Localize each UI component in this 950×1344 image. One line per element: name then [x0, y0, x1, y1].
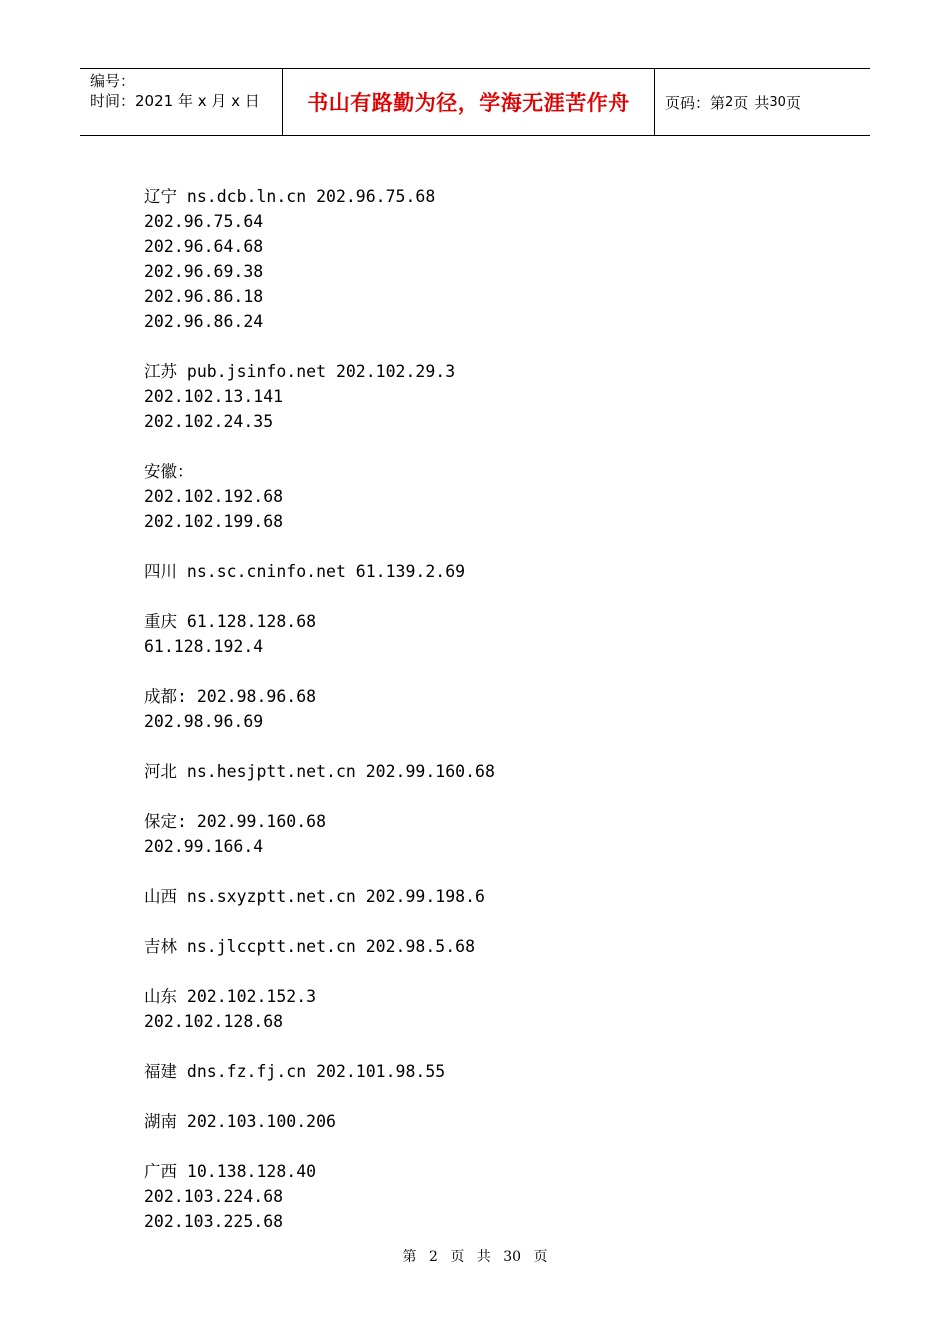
page-footer: [0, 1246, 950, 1266]
document-time-label: 时间：2021 年 x 月 x 日: [90, 92, 260, 110]
entry-spacer: [144, 1034, 844, 1059]
region-entry: [144, 884, 844, 909]
dns-primary: dns.fz.fj.cn 202.101.98.55: [177, 1062, 446, 1081]
footer-total-prefix: 共: [476, 1249, 491, 1265]
dns-primary: 202.103.100.206: [177, 1112, 336, 1131]
dns-ip-address: 202.102.192.68: [144, 487, 284, 506]
region-entry: [144, 1109, 844, 1134]
document-number-label: 编号：: [90, 72, 136, 90]
dns-primary: ns.hesjptt.net.cn 202.99.160.68: [177, 762, 495, 781]
region-name: 福建: [144, 1062, 177, 1081]
footer-prefix: 第: [402, 1249, 417, 1265]
region-entry: [144, 459, 844, 484]
region-name: 湖南: [144, 1112, 177, 1131]
region-entry: [144, 1159, 844, 1184]
page-header: [80, 68, 870, 136]
entry-spacer: [144, 784, 844, 809]
region-entry: [144, 759, 844, 784]
header-page-info: [655, 69, 870, 135]
region-name: 成都: [144, 687, 177, 706]
entry-spacer: [144, 859, 844, 884]
footer-suffix: 页: [533, 1249, 548, 1265]
region-name: 山西: [144, 887, 177, 906]
region-name: 辽宁: [144, 187, 177, 206]
entry-spacer: [144, 659, 844, 684]
entry-spacer: [144, 1084, 844, 1109]
region-name: 安徽：: [144, 462, 194, 481]
header-page-total-prefix: 共: [754, 93, 770, 112]
header-page-prefix: 页码：第: [665, 93, 726, 112]
region-entry: [144, 359, 844, 384]
region-entry: [144, 559, 844, 584]
region-name: 河北: [144, 762, 177, 781]
entry-spacer: [144, 334, 844, 359]
entry-spacer: [144, 959, 844, 984]
dns-ip-address: 202.102.24.35: [144, 412, 274, 431]
region-name: 吉林: [144, 937, 177, 956]
dns-primary: pub.jsinfo.net 202.102.29.3: [177, 362, 456, 381]
region-entry: [144, 684, 844, 709]
region-entry: [144, 609, 844, 634]
footer-total-pages: 30: [503, 1249, 522, 1265]
entry-spacer: [144, 584, 844, 609]
dns-server-list: [144, 184, 844, 1234]
dns-primary: ns.jlccptt.net.cn 202.98.5.68: [177, 937, 476, 956]
region-name: 江苏: [144, 362, 177, 381]
region-entry: [144, 184, 844, 209]
dns-primary: 202.102.152.3: [177, 987, 317, 1006]
dns-ip-address: 202.98.96.69: [144, 712, 264, 731]
dns-ip-address: 202.96.75.64: [144, 212, 264, 231]
dns-ip-address: 61.128.192.4: [144, 637, 264, 656]
footer-current-page: 2: [428, 1249, 438, 1265]
region-name: 保定: [144, 812, 177, 831]
region-entry: [144, 984, 844, 1009]
dns-primary: ns.dcb.ln.cn 202.96.75.68: [177, 187, 436, 206]
dns-ip-address: 202.96.86.24: [144, 312, 264, 331]
entry-spacer: [144, 434, 844, 459]
dns-ip-address: 202.103.225.68: [144, 1212, 284, 1231]
dns-primary: ns.sc.cninfo.net 61.139.2.69: [177, 562, 466, 581]
entry-spacer: [144, 1134, 844, 1159]
entry-spacer: [144, 734, 844, 759]
dns-primary: : 202.98.96.68: [177, 687, 317, 706]
region-name: 四川: [144, 562, 177, 581]
dns-primary: 10.138.128.40: [177, 1162, 317, 1181]
header-page-current: 2: [725, 94, 734, 110]
dns-ip-address: 202.99.166.4: [144, 837, 264, 856]
header-page-total: 30: [769, 94, 786, 110]
dns-ip-address: 202.102.199.68: [144, 512, 284, 531]
region-name: 广西: [144, 1162, 177, 1181]
region-entry: [144, 934, 844, 959]
footer-mid: 页: [450, 1249, 465, 1265]
dns-primary: ns.sxyzptt.net.cn 202.99.198.6: [177, 887, 485, 906]
region-entry: [144, 1059, 844, 1084]
dns-primary: : 202.99.160.68: [177, 812, 327, 831]
region-name: 山东: [144, 987, 177, 1006]
region-entry: [144, 809, 844, 834]
dns-ip-address: 202.96.86.18: [144, 287, 264, 306]
header-meta: [80, 69, 282, 135]
dns-ip-address: 202.96.64.68: [144, 237, 264, 256]
dns-ip-address: 202.102.128.68: [144, 1012, 284, 1031]
header-page-mid: 页: [733, 93, 749, 112]
region-name: 重庆: [144, 612, 177, 631]
dns-ip-address: 202.102.13.141: [144, 387, 284, 406]
header-page-suffix: 页: [785, 93, 801, 112]
dns-ip-address: 202.103.224.68: [144, 1187, 284, 1206]
dns-primary: 61.128.128.68: [177, 612, 317, 631]
header-motto: 书山有路勤为径，学海无涯苦作舟: [282, 69, 655, 135]
entry-spacer: [144, 909, 844, 934]
entry-spacer: [144, 534, 844, 559]
dns-ip-address: 202.96.69.38: [144, 262, 264, 281]
